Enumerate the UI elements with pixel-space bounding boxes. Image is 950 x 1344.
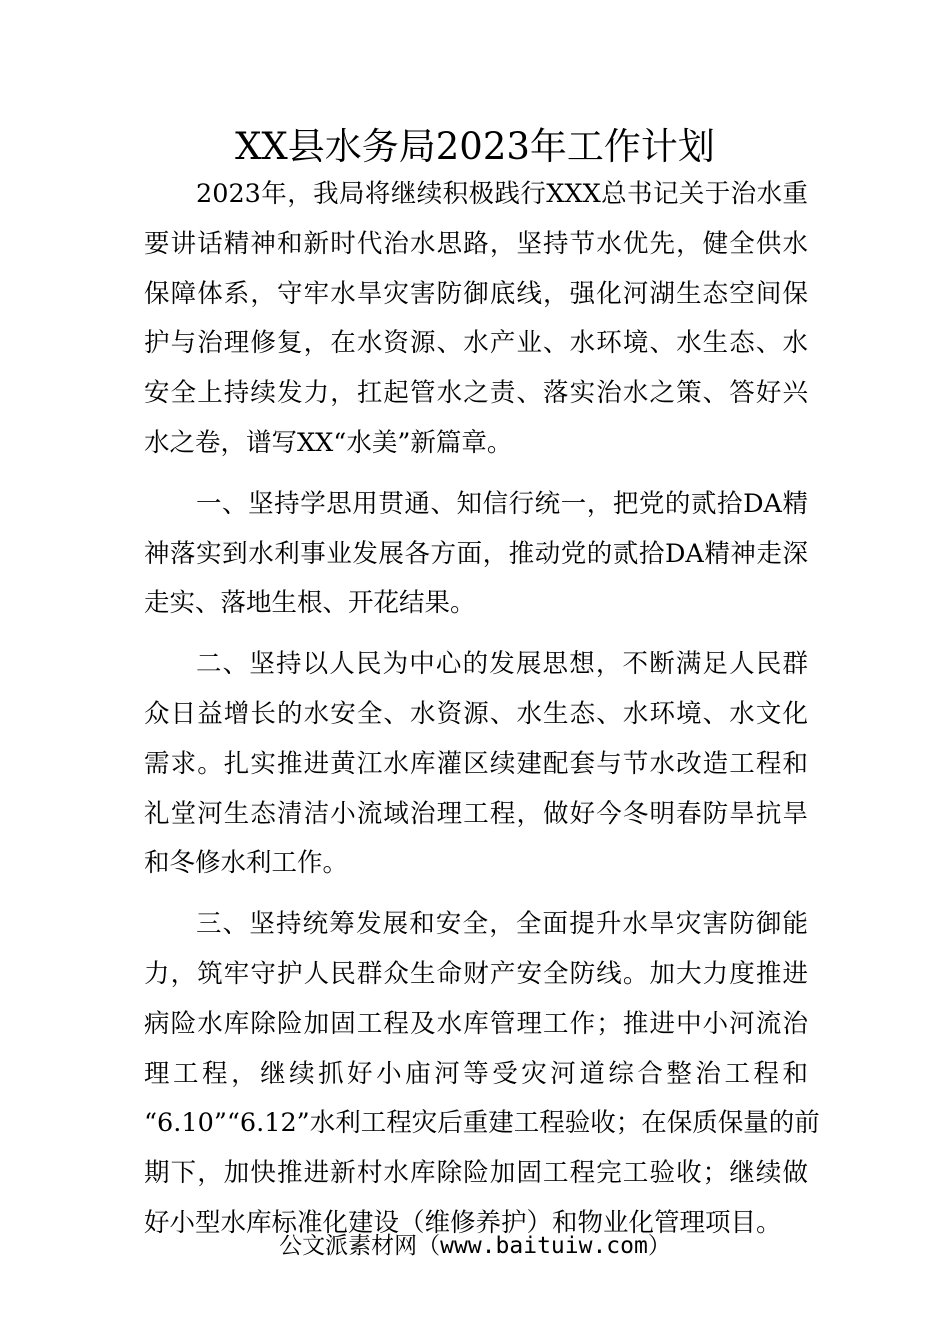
paragraph-line: 理工程，继续抓好小庙河等受灾河道综合整治工程和 (144, 1058, 808, 1089)
paragraph-line: 一、坚持学思用贯通、知信行统一，把党的贰拾DA精 (196, 488, 808, 519)
paragraph-line: 保障体系，守牢水旱灾害防御底线，强化河湖生态空间保 (144, 278, 808, 309)
paragraph-section-2 (144, 640, 808, 889)
paragraph-line: 需求。扎实推进黄江水库灌区续建配套与节水改造工程和 (144, 748, 808, 779)
paragraph-line: 安全上持续发力，扛起管水之责、落实治水之策、答好兴 (144, 378, 808, 409)
paragraph-line: 三、坚持统筹发展和安全，全面提升水旱灾害防御能 (196, 909, 808, 940)
paragraph-line: 众日益增长的水安全、水资源、水生态、水环境、水文化 (144, 698, 808, 729)
paragraph-line: 二、坚持以人民为中心的发展思想，不断满足人民群 (196, 649, 808, 680)
paragraph-line: 病险水库除险加固工程及水库管理工作；推进中小河流治 (144, 1008, 808, 1039)
paragraph-line: 和冬修水利工作。 (144, 848, 349, 879)
document-title: XX县水务局2023年工作计划 (235, 125, 715, 168)
paragraph-line: 走实、落地生根、开花结果。 (144, 588, 476, 619)
paragraph-line: 要讲话精神和新时代治水思路，坚持节水优先，健全供水 (144, 228, 808, 259)
paragraph-line: 2023年，我局将继续积极践行XXX总书记关于治水重 (196, 179, 808, 209)
document-body (144, 170, 820, 1260)
paragraph-line: 礼堂河生态清洁小流域治理工程，做好今冬明春防旱抗旱 (144, 798, 808, 829)
paragraph-line: “6.10”“6.12”水利工程灾后重建工程验收；在保质保量的前 (144, 1108, 820, 1139)
paragraph-line: 水之卷，谱写XX“水美”新篇章。 (144, 427, 513, 458)
paragraph-section-1 (144, 480, 808, 629)
paragraph-line: 期下，加快推进新村水库除险加固工程完工验收；继续做 (144, 1158, 808, 1189)
paragraph-line: 神落实到水利事业发展各方面，推动党的贰拾DA精神走深 (144, 538, 808, 569)
paragraph-line: 护与治理修复，在水资源、水产业、水环境、水生态、水 (144, 328, 808, 359)
footer-watermark: 公文派素材网（www.baituiw.com） (279, 1233, 671, 1259)
paragraph-line: 力，筑牢守护人民群众生命财产安全防线。加大力度推进 (144, 958, 808, 989)
paragraph-intro (144, 170, 808, 469)
paragraph-line: 好小型水库标准化建设（维修养护）和物业化管理项目。 (144, 1207, 782, 1238)
paragraph-section-3 (144, 900, 820, 1249)
